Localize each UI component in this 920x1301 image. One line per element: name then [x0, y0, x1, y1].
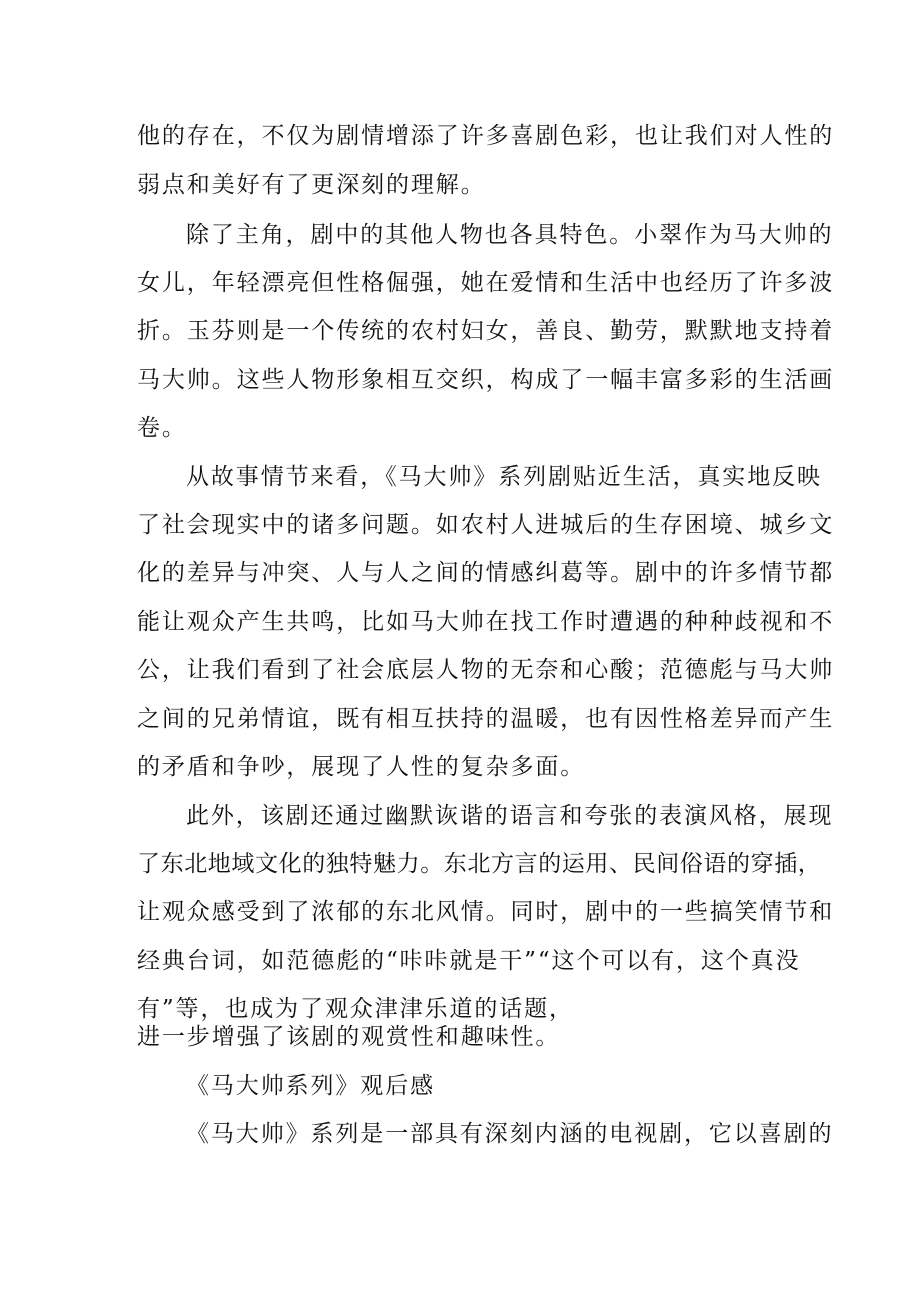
text-line: 公，让我们看到了社会底层人物的无奈和心酸；范德彪与马大帅 — [137, 657, 835, 683]
text-line: 弱点和美好有了更深刻的理解。 — [137, 172, 486, 198]
text-line: 进一步增强了该剧的观赏性和趣味性。 — [137, 1024, 561, 1050]
text-line: 有”等，也成为了观众津津乐道的话题， — [137, 996, 574, 1022]
paragraph-first-line: 《马大帅》系列是一部具有深刻内涵的电视剧，它以喜剧的 — [186, 1121, 834, 1147]
paragraph-first-line: 除了主角，剧中的其他人物也各具特色。小翠作为马大帅的 — [186, 222, 834, 248]
paragraph-first-line: 从故事情节来看，《马大帅》系列剧贴近生活，真实地反映 — [186, 464, 822, 490]
text-line: 了东北地域文化的独特魅力。东北方言的运用、民间俗语的穿插， — [137, 851, 822, 877]
text-line: 了社会现实中的诸多问题。如农村人进城后的生存困境、城乡文 — [137, 512, 835, 538]
text-line: 让观众感受到了浓郁的东北风情。同时，剧中的一些搞笑情节和 — [137, 899, 835, 925]
text-line: 折。玉芬则是一个传统的农村妇女，善良、勤劳，默默地支持着 — [137, 318, 835, 344]
text-line: 化的差异与冲突、人与人之间的情感纠葛等。剧中的许多情节都 — [137, 560, 835, 586]
text-line: 能让观众产生共鸣，比如马大帅在找工作时遭遇的种种歧视和不 — [137, 609, 835, 635]
text-line: 卷。 — [137, 415, 187, 441]
text-line: 女儿，年轻漂亮但性格倔强，她在爱情和生活中也经历了许多波 — [137, 270, 835, 296]
text-line: 之间的兄弟情谊，既有相互扶持的温暖，也有因性格差异而产生 — [137, 706, 835, 732]
text-line: 马大帅。这些人物形象相互交织，构成了一幅丰富多彩的生活画 — [137, 367, 835, 393]
text-line: 他的存在，不仅为剧情增添了许多喜剧色彩，也让我们对人性的 — [137, 123, 835, 149]
text-line: 经典台词，如范德彪的“咔咔就是干”“这个可以有，这个真没 — [137, 948, 801, 974]
text-line: 的矛盾和争吵，展现了人性的复杂多面。 — [137, 754, 586, 780]
section-heading: 《马大帅系列》观后感 — [186, 1073, 435, 1099]
paragraph-first-line: 此外，该剧还通过幽默诙谐的语言和夸张的表演风格，展现 — [186, 803, 834, 829]
